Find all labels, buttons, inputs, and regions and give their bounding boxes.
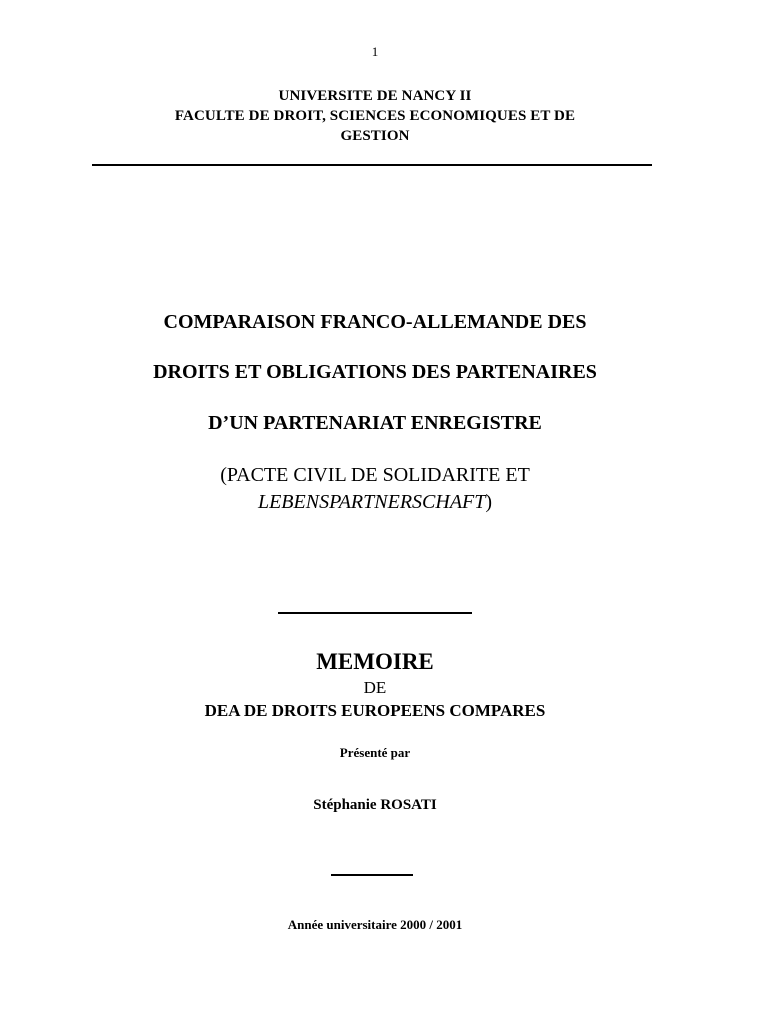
author-name: Stéphanie ROSATI bbox=[313, 797, 437, 813]
faculty-name-line-2: GESTION bbox=[340, 128, 410, 144]
section-divider bbox=[278, 612, 472, 614]
subtitle-closing-paren: ) bbox=[485, 491, 493, 513]
memoire-title: MEMOIRE bbox=[316, 649, 434, 674]
title-line-2: DROITS ET OBLIGATIONS DES PARTENAIRES bbox=[153, 361, 597, 383]
subtitle-line-1: (PACTE CIVIL DE SOLIDARITE ET bbox=[220, 464, 530, 486]
title-line-3: D’UN PARTENARIAT ENREGISTRE bbox=[208, 412, 542, 434]
subtitle-italic-term: LEBENSPARTNERSCHAFT bbox=[257, 491, 486, 513]
university-name: UNIVERSITE DE NANCY II bbox=[278, 88, 472, 104]
memoire-de: DE bbox=[363, 678, 387, 697]
title-line-1: COMPARAISON FRANCO-ALLEMANDE DES bbox=[163, 311, 587, 333]
academic-year: Année universitaire 2000 / 2001 bbox=[287, 917, 463, 932]
author-divider bbox=[331, 874, 413, 876]
subtitle-line-2 bbox=[0, 489, 750, 516]
presented-by: Présenté par bbox=[339, 745, 411, 760]
faculty-name-line-1: FACULTE DE DROIT, SCIENCES ECONOMIQUES ET DE bbox=[174, 108, 576, 124]
university-header bbox=[0, 86, 750, 146]
header-divider bbox=[92, 164, 652, 166]
degree-name: DEA DE DROITS EUROPEENS COMPARES bbox=[204, 701, 546, 720]
subtitle bbox=[0, 462, 750, 516]
page-number: 1 bbox=[371, 44, 379, 59]
